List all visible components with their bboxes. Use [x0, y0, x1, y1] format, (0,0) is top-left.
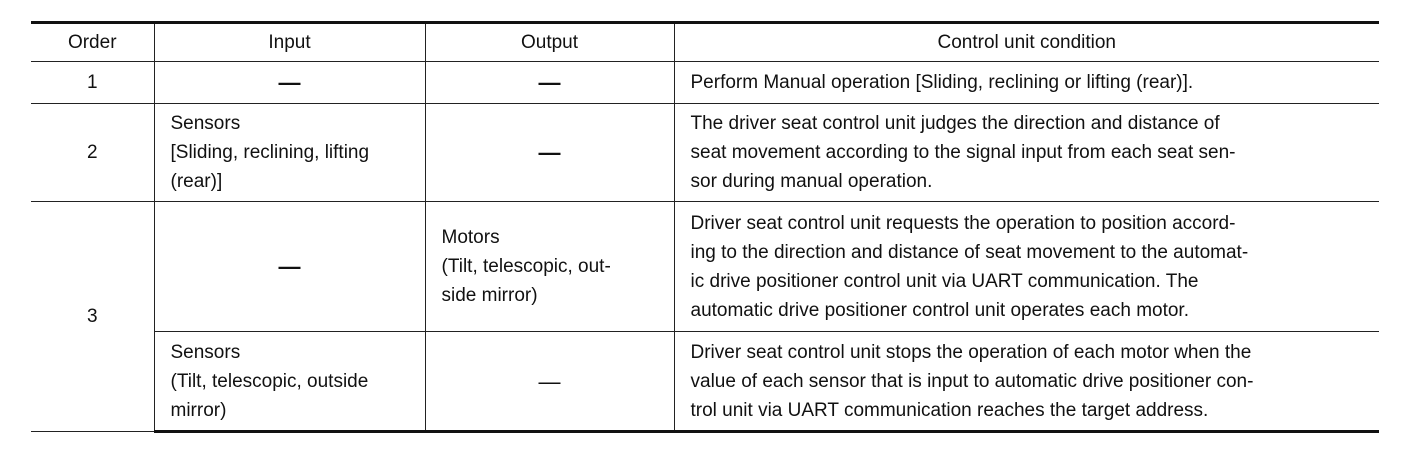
cell-line: [Sliding, reclining, lifting [170, 142, 370, 163]
document-page [31, 21, 1379, 433]
cell-line: ic drive positioner control unit via UART communication. The [690, 270, 1199, 292]
cell-line: side mirror) [441, 285, 538, 306]
cell-line: trol unit via UART communication reaches the target address. [690, 399, 1209, 421]
table-header-row [31, 23, 1379, 62]
cell-line: value of each sensor that is input to automatic drive positioner con- [690, 370, 1254, 392]
cell-output: — [425, 62, 674, 104]
cell-line: seat movement according to the signal input from each seat sen- [690, 142, 1236, 163]
cell-condition [674, 332, 1379, 432]
cell-condition [674, 104, 1379, 202]
header-condition: Control unit condition [674, 23, 1379, 62]
header-order: Order [31, 23, 154, 62]
cell-output [425, 202, 674, 332]
cell-condition: Perform Manual operation [Sliding, reclining or lifting (rear)]. [674, 62, 1379, 104]
control-sequence-table [31, 21, 1379, 433]
cell-order: 3 [31, 202, 154, 432]
cell-line: The driver seat control unit judges the direction and distance of [690, 113, 1220, 134]
cell-order: 1 [31, 62, 154, 104]
cell-line: Sensors [170, 341, 241, 363]
cell-input [154, 332, 425, 432]
cell-order: 2 [31, 104, 154, 202]
table-row [31, 62, 1379, 104]
header-output: Output [425, 23, 674, 62]
cell-line: (rear)] [170, 171, 223, 192]
cell-line: (Tilt, telescopic, out- [441, 256, 611, 277]
header-input: Input [154, 23, 425, 62]
cell-line: sor during manual operation. [690, 171, 933, 192]
cell-condition [674, 202, 1379, 332]
cell-line: Driver seat control unit stops the operation of each motor when the [690, 341, 1252, 363]
cell-line: mirror) [170, 399, 227, 421]
cell-input: — [154, 202, 425, 332]
table-row [31, 332, 1379, 432]
cell-line: Driver seat control unit requests the operation to position accord- [690, 212, 1236, 234]
table-row [31, 202, 1379, 332]
cell-line: automatic drive positioner control unit operates each motor. [690, 299, 1189, 321]
cell-line: Sensors [170, 113, 241, 134]
cell-line: ing to the direction and distance of seat movement to the automat- [690, 241, 1249, 263]
cell-output: — [425, 104, 674, 202]
cell-line: (Tilt, telescopic, outside [170, 370, 369, 392]
cell-output: — [425, 332, 674, 432]
cell-line: Motors [441, 227, 500, 248]
cell-input [154, 104, 425, 202]
table-row [31, 104, 1379, 202]
cell-input: — [154, 62, 425, 104]
